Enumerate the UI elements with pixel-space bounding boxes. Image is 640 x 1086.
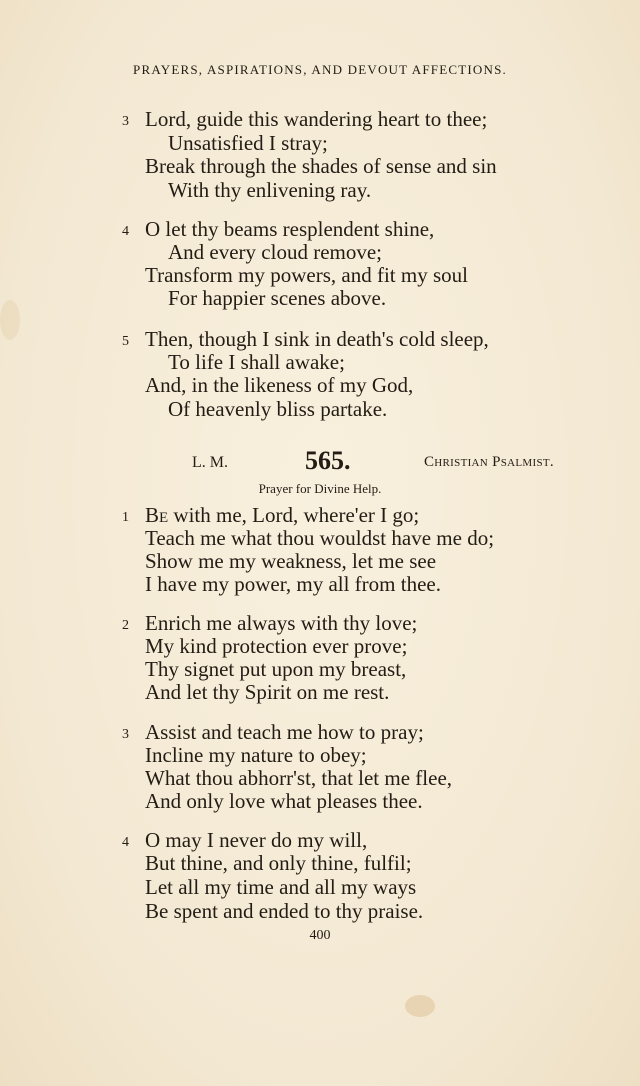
verse-line: Unsatisfied I stray; <box>168 131 328 155</box>
first-word: Be <box>145 503 169 527</box>
verse-line: O may I never do my will, <box>145 828 368 852</box>
verse-line: With thy enlivening ray. <box>168 178 372 202</box>
verse-line: What thou abhorr'st, that let me flee, <box>145 766 453 790</box>
paper-stain <box>405 995 435 1017</box>
verse-line: And, in the likeness of my God, <box>145 373 414 397</box>
verse-line: Teach me what thou wouldst have me do; <box>145 526 495 550</box>
verse-line: Be spent and ended to thy praise. <box>145 899 424 923</box>
stanza-number: 1 <box>122 510 129 525</box>
stanza-number: 3 <box>122 114 129 129</box>
verse-line: Assist and teach me how to pray; <box>145 720 424 744</box>
verse-line <box>145 503 419 527</box>
hymn-meter: L. M. <box>192 454 228 471</box>
verse-line: Show me my weakness, let me see <box>145 549 437 573</box>
stanza-number: 4 <box>122 224 129 239</box>
verse-line: Break through the shades of sense and sin <box>145 154 497 178</box>
stanza-number: 3 <box>122 727 129 742</box>
verse-line: Then, though I sink in death's cold sleep, <box>145 327 489 351</box>
verse-line: Let all my time and all my ways <box>145 875 417 899</box>
hymn-subtitle: Prayer for Divine Help. <box>258 481 382 496</box>
verse-line: To life I shall awake; <box>168 350 345 374</box>
hymn-number: 565. <box>305 446 351 475</box>
verse-line: Incline my nature to obey; <box>145 743 367 767</box>
paper-stain <box>0 300 20 340</box>
stanza-number: 2 <box>122 618 129 633</box>
verse-line: And every cloud remove; <box>168 240 383 264</box>
verse-line: For happier scenes above. <box>168 286 387 310</box>
verse-line: Of heavenly bliss partake. <box>168 397 388 421</box>
stanza-number: 5 <box>122 334 129 349</box>
page-number: 400 <box>309 928 331 943</box>
verse-line: I have my power, my all from thee. <box>145 572 441 596</box>
verse-line: But thine, and only thine, fulfil; <box>145 851 412 875</box>
verse-line-rest: with me, Lord, where'er I go; <box>168 503 420 527</box>
verse-line: Enrich me always with thy love; <box>145 611 418 635</box>
verse-line: My kind protection ever prove; <box>145 634 408 658</box>
running-header: PRAYERS, ASPIRATIONS, AND DEVOUT AFFECTIONS. <box>133 62 507 77</box>
verse-line: And let thy Spirit on me rest. <box>145 680 390 704</box>
verse-line: Thy signet put upon my breast, <box>145 657 407 681</box>
verse-line: Lord, guide this wandering heart to thee; <box>145 107 488 131</box>
hymn-heading <box>0 446 640 476</box>
hymn-author: Christian Psalmist. <box>424 454 554 470</box>
verse-line: O let thy beams resplendent shine, <box>145 217 435 241</box>
stanza-number: 4 <box>122 835 129 850</box>
verse-line: Transform my powers, and fit my soul <box>145 263 468 287</box>
verse-line: And only love what pleases thee. <box>145 789 423 813</box>
